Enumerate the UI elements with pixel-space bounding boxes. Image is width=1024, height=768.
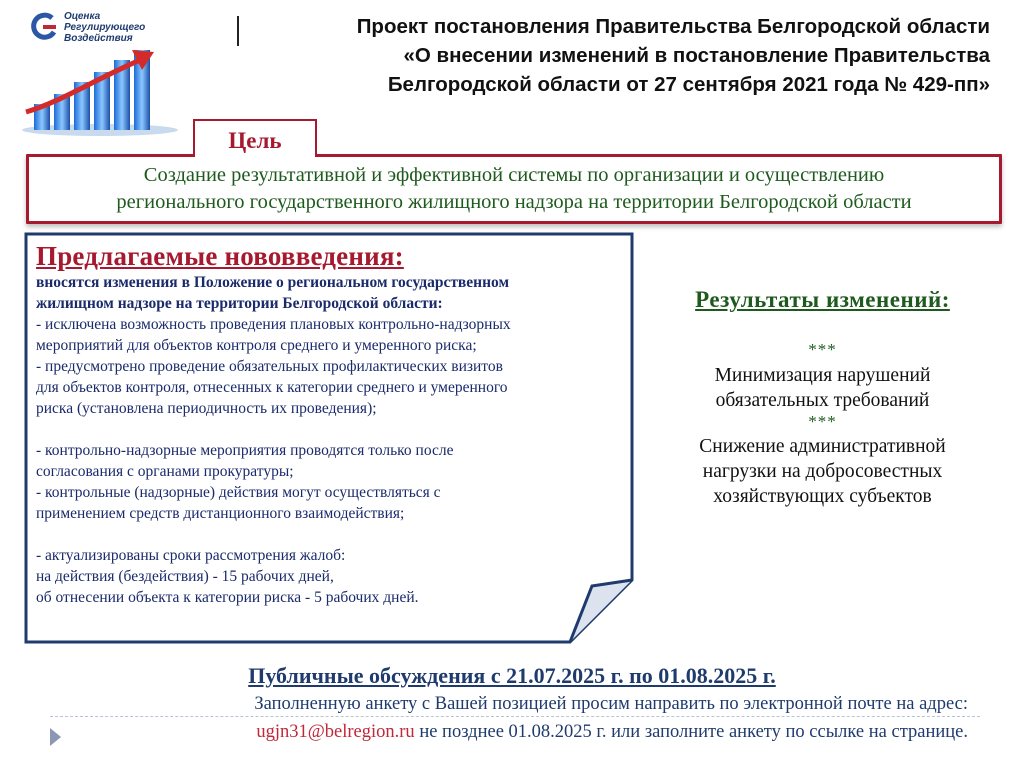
innovations-line: риска (установлена периодичность их проведения); <box>36 400 377 417</box>
logo-line-2: Регулирующего <box>64 22 146 33</box>
result-item-1-line-1: Минимизация нарушений <box>714 365 931 386</box>
innovations-line: - контрольные (надзорные) действия могут осуществляться с <box>36 484 441 501</box>
email-link[interactable]: ugjn31@belregion.ru <box>256 722 415 742</box>
innovations-line: на действия (бездействия) - 15 рабочих дней, <box>36 568 334 585</box>
results-stars: *** <box>808 340 837 359</box>
innovations-line: об отнесении объекта к категории риска - 5 рабочих дней. <box>36 589 419 606</box>
goal-line-1: Создание результативной и эффективной системы по организации и осуществлению <box>143 164 885 186</box>
innovations-line: - исключена возможность проведения плановых контрольно-надзорных <box>36 316 511 333</box>
title-cursor-bar <box>237 16 239 46</box>
innovations-intro <box>36 272 626 314</box>
goal-label: Цель <box>193 119 317 157</box>
growth-chart-icon <box>20 42 185 137</box>
footer-deadline-text: не позднее 01.08.2025 г. или заполните анкету по ссылке на странице. <box>414 722 968 742</box>
result-item-2-line-3: хозяйствующих субъектов <box>713 486 932 507</box>
innovations-spacer <box>36 524 626 545</box>
innovations-line: мероприятий для объектов контроля среднего и умеренного риска; <box>36 337 477 354</box>
logo-line-1: Оценка <box>64 11 101 22</box>
innovations-intro-line-2: жилищном надзоре на территории Белгородской области: <box>36 295 443 312</box>
logo-line-3: Воздействия <box>64 33 133 44</box>
innovations-line: - контрольно-надзорные мероприятия проводятся только после <box>36 442 454 459</box>
innovations-line: - предусмотрено проведение обязательных профилактических визитов <box>36 358 503 375</box>
results-stars: *** <box>808 412 837 431</box>
result-item-2-line-1: Снижение административной <box>699 436 946 457</box>
logo-text <box>64 11 189 44</box>
innovations-line: применением средств дистанционного взаимодействия; <box>36 505 405 522</box>
goal-box <box>26 154 1002 224</box>
result-item-2-line-2: нагрузки на добросовестных <box>702 461 943 482</box>
logo-mark-icon <box>28 12 58 42</box>
footer-contact-line <box>75 720 968 744</box>
result-item-2 <box>650 434 995 509</box>
goal-line-2: регионального государственного жилищного надзора на территории Белгородской области <box>116 191 912 213</box>
play-arrow-icon <box>50 728 61 746</box>
title-line-2: «О внесении изменений в постановление Правительства <box>403 44 990 67</box>
footer-divider <box>50 716 980 717</box>
logo <box>18 8 188 133</box>
innovations-spacer <box>36 419 626 440</box>
innovations-content <box>36 240 626 608</box>
innovations-line: - актуализированы сроки рассмотрения жалоб: <box>36 547 346 564</box>
page-title <box>240 12 990 99</box>
results-section <box>650 285 995 509</box>
title-line-3: Белгородской области от 27 сентября 2021 года № 429-пп» <box>387 73 990 96</box>
innovations-line: согласования с органами прокуратуры; <box>36 463 294 480</box>
title-line-1: Проект постановления Правительства Белгородской области <box>356 15 990 38</box>
result-item-1 <box>650 363 995 413</box>
footer-instruction: Заполненную анкету с Вашей позицией просим направить по электронной почте на адрес: <box>254 694 968 714</box>
innovations-title: Предлагаемые нововведения: <box>36 241 404 271</box>
innovations-line: для объектов контроля, отнесенных к категории среднего и умеренного <box>36 379 508 396</box>
results-title: Результаты изменений: <box>695 287 950 312</box>
result-item-1-line-2: обязательных требований <box>715 390 930 411</box>
public-discussion-title: Публичные обсуждения с 21.07.2025 г. по 01.08.2025 г. <box>248 663 776 688</box>
innovations-intro-line-1: вносятся изменения в Положение о региональном государственном <box>36 274 510 291</box>
